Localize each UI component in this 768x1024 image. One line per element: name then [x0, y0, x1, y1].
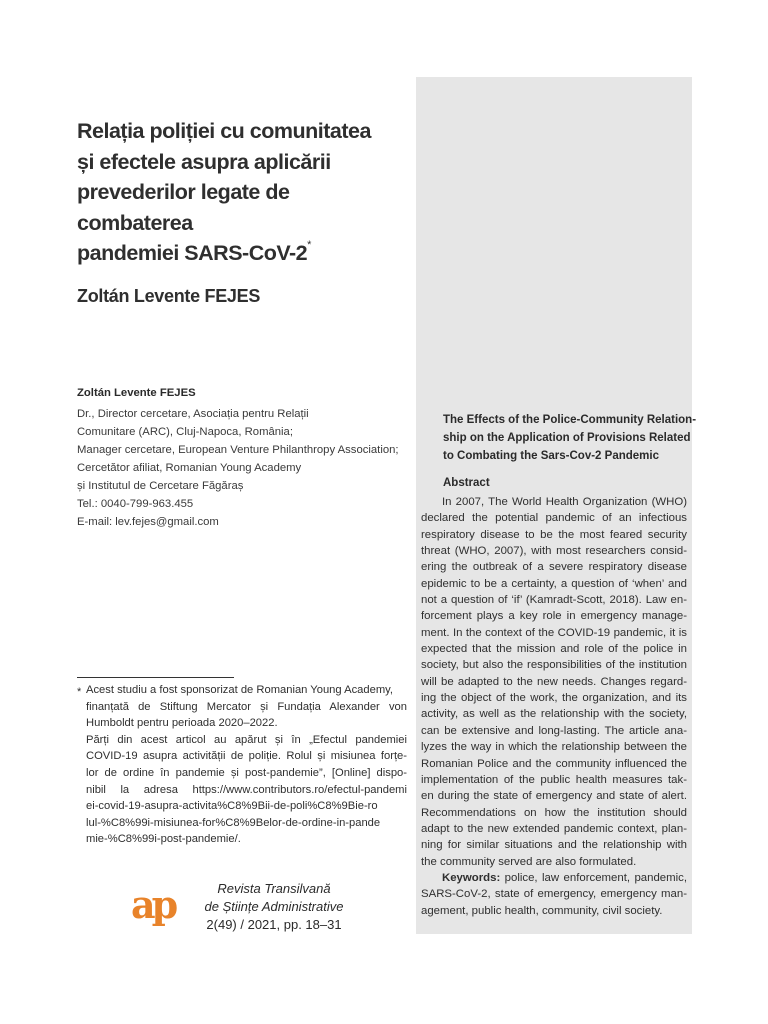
english-title-line: to Combating the Sars-Cov-2 Pandemic	[443, 450, 659, 462]
footnote-divider	[77, 677, 234, 678]
abstract-line: adapt to the new extended pandemic context, plan-	[421, 822, 687, 835]
abstract-line: can be extensive and long-lasting. The article ana-	[421, 724, 687, 737]
abstract-line: In 2007, The World Health Organization (WHO)	[442, 496, 687, 508]
keywords-text: police, law enforcement, pandemic,	[504, 871, 687, 884]
abstract-line: epidemic to be a certainty, a question of ‘when’ and	[421, 577, 687, 590]
keywords-line: SARS-CoV-2, state of emergency, emergency man-	[421, 888, 687, 901]
abstract-line: not a question of ‘if’ (Kamradt-Scott, 2018). Law en-	[421, 594, 687, 607]
english-title	[443, 411, 697, 465]
english-title-line: ship on the Application of Provisions Related	[443, 432, 691, 444]
footnote-link[interactable]: ei-covid-19-asupra-activita%C8%9Bii-de-poli%C8%9Bie-ro	[86, 800, 378, 813]
footnote-line: lor de ordine în pandemie și post-pandemie”, [Online] dispo-	[86, 766, 407, 779]
abstract-line: the community served are also formulated.	[421, 855, 637, 868]
footnote-link[interactable]: lul-%C8%99i-misiunea-for%C8%9Belor-de-ordine-in-pande	[86, 816, 381, 829]
affiliation-line: Cercetător afiliat, Romanian Young Academy	[77, 462, 302, 474]
abstract-line: Romanian Police and the community influenced the	[421, 757, 687, 770]
abstract-line: forcement plays a key role in emergency manage-	[421, 610, 687, 623]
title-line: pandemiei SARS-CoV-2	[77, 241, 308, 265]
affiliation-name: Zoltán Levente FEJES	[77, 387, 196, 399]
journal-name: de Științe Administrative	[204, 899, 344, 914]
title-line: și efectele asupra aplicării	[77, 149, 331, 174]
keywords-label: Keywords:	[442, 871, 501, 884]
title-line: Relația poliției cu comunitatea	[77, 119, 371, 143]
article-title	[77, 116, 407, 269]
footnote	[77, 682, 407, 848]
footnote-link[interactable]: mie-%C8%99i-post-pandemie/.	[86, 833, 241, 846]
abstract-line: implementation of the public health measures tak-	[421, 773, 687, 786]
footnote-mark: *	[77, 686, 82, 698]
affiliation-line: Tel.: 0040-799-963.455	[77, 498, 194, 510]
footnote-link[interactable]: nibil la adresa https://www.contributors.ro/efectul-pandemi	[86, 783, 407, 796]
abstract-line: threat (WHO, 2007), with most researchers consid-	[421, 545, 687, 558]
abstract-line: lyzes the way in which the relationship between the	[421, 741, 687, 754]
abstract-line: expected that the mission and role of the police in	[421, 643, 687, 656]
footnote-line: Humboldt pentru perioada 2020–2022.	[86, 717, 278, 730]
affiliation-line: și Institutul de Cercetare Făgăraș	[77, 480, 244, 492]
english-title-line: The Effects of the Police-Community Relation-	[443, 414, 697, 426]
author-name: Zoltán Levente FEJES	[77, 286, 261, 306]
abstract-line: ment. In the context of the COVID-19 pandemic, it is	[421, 626, 687, 639]
affiliation-line: Comunitare (ARC), Cluj-Napoca, România;	[77, 426, 293, 438]
journal-logo: ap	[131, 882, 175, 927]
affiliation-line: Dr., Director cercetare, Asociația pentru Relații	[77, 408, 309, 420]
title-footnote-mark: *	[307, 239, 311, 251]
abstract-body	[421, 494, 687, 919]
abstract-line: ning for similar situations and the relationship with	[421, 839, 687, 852]
abstract-heading: Abstract	[443, 477, 490, 489]
footnote-line: COVID-19 asupra activității de poliție. Rolul și misiunea forțe-	[86, 750, 407, 763]
abstract-line: respiratory disease to be the most feared security	[421, 528, 687, 541]
affiliation-line: Manager cercetare, European Venture Philanthropy Association;	[77, 444, 399, 456]
keywords-line: agement, public health, community, civil society.	[421, 904, 663, 917]
abstract-line: society, but also the responsibilities of the institution	[421, 659, 687, 672]
footnote-line: Acest studiu a fost sponsorizat de Romanian Young Academy,	[86, 684, 394, 696]
footnote-line: Părți din acest articol au apărut și în „Efectul pandemiei	[86, 733, 407, 746]
journal-info	[186, 880, 362, 934]
abstract-line: declared the potential pandemic of an infectious	[421, 512, 687, 525]
abstract-line: will be adapted to the new needs. Changes regard-	[421, 675, 687, 688]
abstract-line: en during the state of emergency and state of alert.	[421, 790, 687, 803]
title-line: prevederilor legate de combaterea	[77, 180, 290, 235]
abstract-line: ing the object of the work, the organization, and its	[421, 692, 687, 705]
affiliation-email: E-mail: lev.fejes@gmail.com	[77, 516, 219, 528]
journal-issue: 2(49) / 2021, pp. 18–31	[206, 917, 342, 932]
abstract-line: ering the outbreak of a severe respiratory disease	[421, 561, 687, 574]
journal-name: Revista Transilvană	[217, 881, 331, 896]
author-affiliation	[77, 384, 412, 531]
footnote-line: finanțată de Stiftung Mercator și Fundația Alexander von	[86, 700, 407, 713]
abstract-line: activity, as well as the relationship with the society,	[421, 708, 687, 721]
abstract-line: Recommendations on how the institution should	[421, 806, 687, 819]
keywords-line	[421, 870, 687, 886]
